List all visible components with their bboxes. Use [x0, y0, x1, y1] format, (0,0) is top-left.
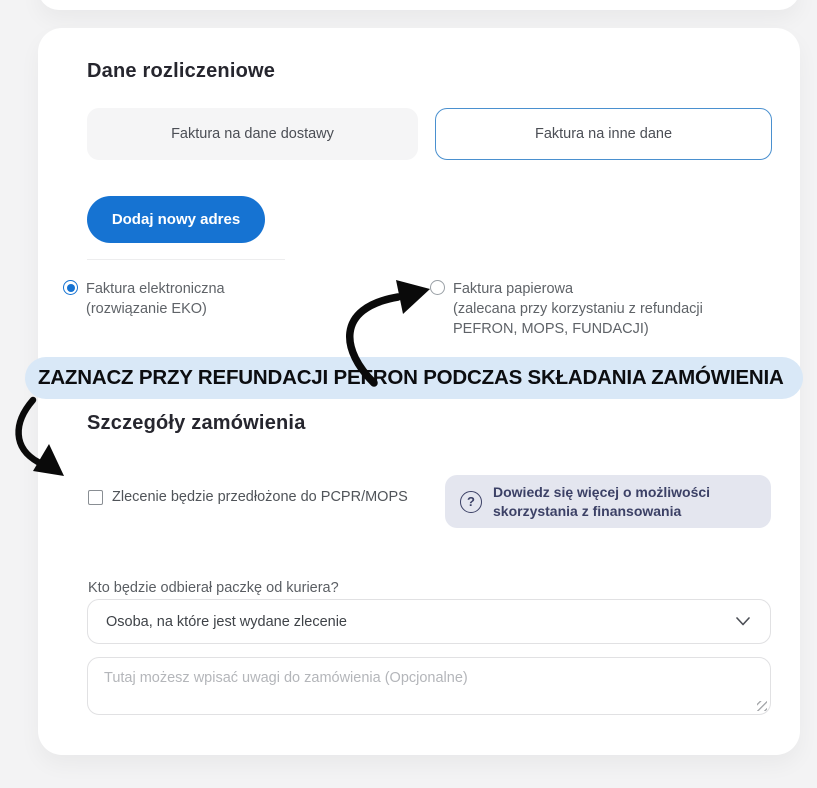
tab-invoice-other-data-label: Faktura na inne dane: [534, 126, 673, 142]
tab-invoice-delivery-data[interactable]: [87, 108, 418, 160]
radio-paper-invoice-label: Faktura papierowa (zalecana przy korzystaniu z refundacji PEFRON, MOPS, FUNDACJI): [453, 281, 703, 337]
courier-select[interactable]: [87, 599, 771, 644]
radio-electronic-invoice[interactable]: [63, 279, 363, 319]
textarea-resize-handle-icon[interactable]: [757, 701, 767, 711]
pcpr-checkbox-label: Zlecenie będzie przedłożone do PCPR/MOPS: [112, 489, 408, 505]
annotation-banner: [25, 357, 803, 399]
pcpr-checkbox-row[interactable]: [88, 489, 408, 505]
tab-invoice-other-data[interactable]: [435, 108, 772, 160]
pcpr-checkbox[interactable]: [88, 490, 103, 505]
order-details-section-title: Szczegóły zamówienia: [87, 412, 306, 434]
annotation-banner-text: ZAZNACZ PRZY REFUNDACJI PEFRON PODCZAS SKŁADANIA ZAMÓWIENIA: [38, 366, 784, 389]
courier-select-value: Osoba, na które jest wydane zlecenie: [106, 613, 347, 630]
courier-question-label: Kto będzie odbierał paczkę od kuriera?: [88, 580, 339, 596]
divider: [87, 259, 285, 260]
radio-selected-icon: [63, 280, 78, 295]
radio-paper-invoice[interactable]: [430, 279, 765, 339]
previous-section-card: [38, 0, 800, 10]
radio-electronic-invoice-label: Faktura elektroniczna (rozwiązanie EKO): [86, 281, 225, 317]
financing-info-text: Dowiedz się więcej o możliwości skorzystania z finansowania: [493, 484, 711, 519]
chevron-down-icon: [736, 617, 750, 626]
tab-invoice-delivery-data-label: Faktura na dane dostawy: [171, 126, 334, 142]
question-circle-icon: ?: [460, 491, 482, 513]
add-new-address-button[interactable]: Dodaj nowy adres: [87, 196, 265, 243]
order-notes-textarea[interactable]: [87, 657, 771, 715]
radio-unselected-icon: [430, 280, 445, 295]
billing-section-title: Dane rozliczeniowe: [87, 60, 276, 82]
financing-info-button[interactable]: [445, 475, 771, 528]
